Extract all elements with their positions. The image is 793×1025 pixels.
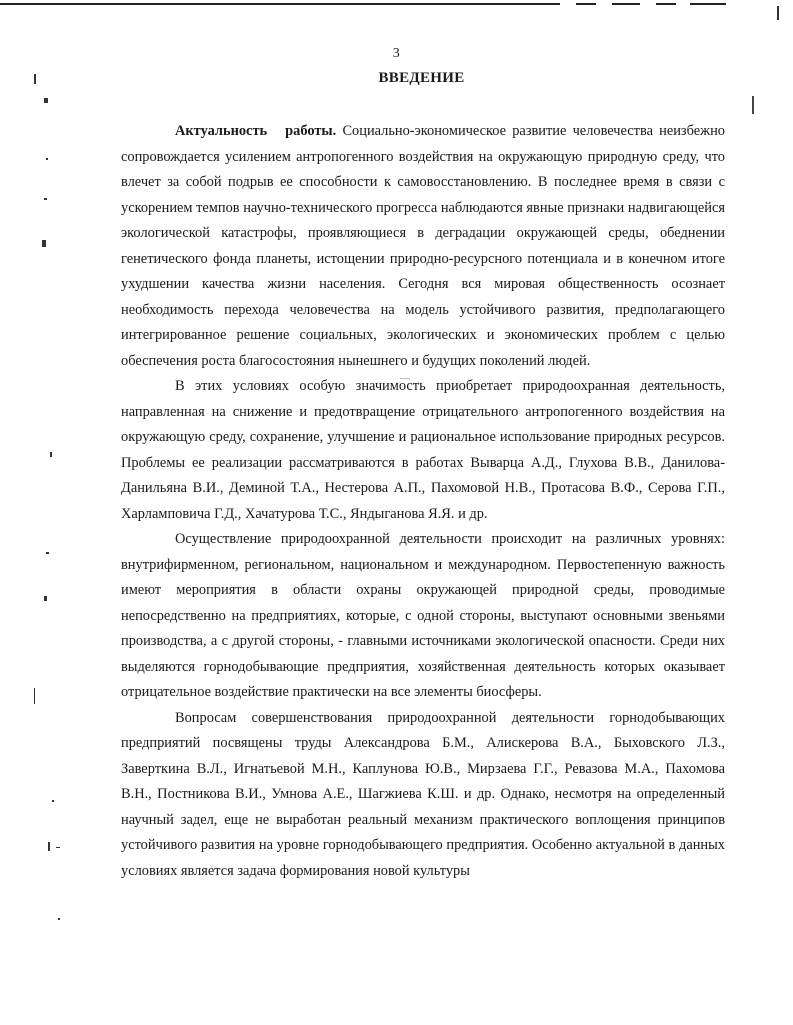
paragraph: Осуществление природоохранной деятельности происходит на различных уровнях: внутрифирменном, региональном, национальном и международном. Первостепенную важность имеют мероприятия в области охраны окружающей природной среды, проводимые непосредственно на предприятиях, которые, с одной стороны, выступают основными звеньями производства, а с другой стороны, - главными источниками экологической опасности. Среди них выделяются горнодобывающие предприятия, хозяйственная деятельность которых оказывает отрицательное воздействие практически на все элементы биосферы. bbox=[121, 531, 725, 700]
scan-speck bbox=[48, 842, 50, 851]
paragraph-text: Социально-экономическое развитие человечества неизбежно сопровождается усилением антропогенного воздействия на окружающую природную среду, что влечет за собой подрыв ее способности к самовосстановлению. В последнее время в связи с ускорением темпов научно-технического прогресса наблюдаются явные признаки надвигающейся экологической катастрофы, проявляющиеся в деградации окружающей среды, обеднении генетического фонда планеты, истощении природно-ресурсного потенциала и в конечном итоге ухудшении качества жизни населения. Сегодня вся мировая общественность осознает необходимость перехода человечества на модель устойчивого развития, предполагающего интегрированное решение социальных, экологических и экономических проблем с целью обеспечения роста благосостояния нынешнего и будущих поколений людей. bbox=[121, 123, 725, 369]
scan-rule bbox=[0, 3, 560, 5]
paragraph: Вопросам совершенствования природоохранной деятельности горнодобывающих предприятий посвящены труды Александрова Б.М., Алискерова В.А., Быховского Л.З., Заверткина В.Л., Игнатьевой М.Н., Каплунова Ю.В., Мирзаева Г.Г., Ревазова М.А., Пахомова В.Н., Постникова В.И., Умнова А.Е., Шагжиева К.Ш. и др. Однако, несмотря на определенный научный задел, еще не выработан реальный механизм практического воплощения принципов устойчивого развития на уровне горнодобывающего предприятия. Особенно актуальной в данных условиях является задача формирования новой культуры bbox=[121, 709, 725, 879]
scan-top-border bbox=[0, 0, 793, 8]
scan-speck bbox=[58, 918, 60, 920]
body-text bbox=[121, 119, 725, 884]
scan-edge-mark bbox=[752, 96, 754, 114]
paragraph-relevance bbox=[121, 119, 725, 374]
page-heading: ВВЕДЕНИЕ bbox=[378, 70, 465, 86]
scan-rule bbox=[690, 3, 726, 5]
scan-speck bbox=[46, 552, 49, 554]
scan-rule bbox=[656, 3, 676, 5]
page-number: 3 bbox=[392, 46, 401, 61]
scan-speck bbox=[52, 800, 54, 802]
scan-rule bbox=[612, 3, 640, 5]
scan-speck bbox=[56, 847, 60, 848]
lead-word: Актуальность bbox=[175, 123, 268, 139]
scan-rule bbox=[576, 3, 596, 5]
scan-edge-mark bbox=[777, 6, 779, 20]
scan-speck bbox=[46, 158, 48, 160]
scan-speck bbox=[44, 596, 47, 601]
scan-speck bbox=[42, 240, 46, 247]
paragraph: В этих условиях особую значимость приобретает природоохранная деятельность, направленная на снижение и предотвращение отрицательного антропогенного воздействия на окружающую среду, сохранение, улучшение и рациональное использование природных ресурсов. Проблемы ее реализации рассматриваются в работах Выварца А.Д., Глухова В.В., Данилова-Данильяна В.И., Деминой Т.А., Нестерова А.П., Пахомовой Н.В., Протасова В.Ф., Серова Г.П., Харламповича Г.Д., Хачатурова Т.С., Яндыганова Я.Я. и др. bbox=[121, 378, 725, 522]
scan-speck bbox=[44, 98, 48, 103]
lead-word: работы. bbox=[285, 123, 337, 139]
scan-speck bbox=[50, 452, 52, 457]
scan-speck bbox=[44, 198, 47, 200]
scan-speck bbox=[34, 688, 35, 704]
